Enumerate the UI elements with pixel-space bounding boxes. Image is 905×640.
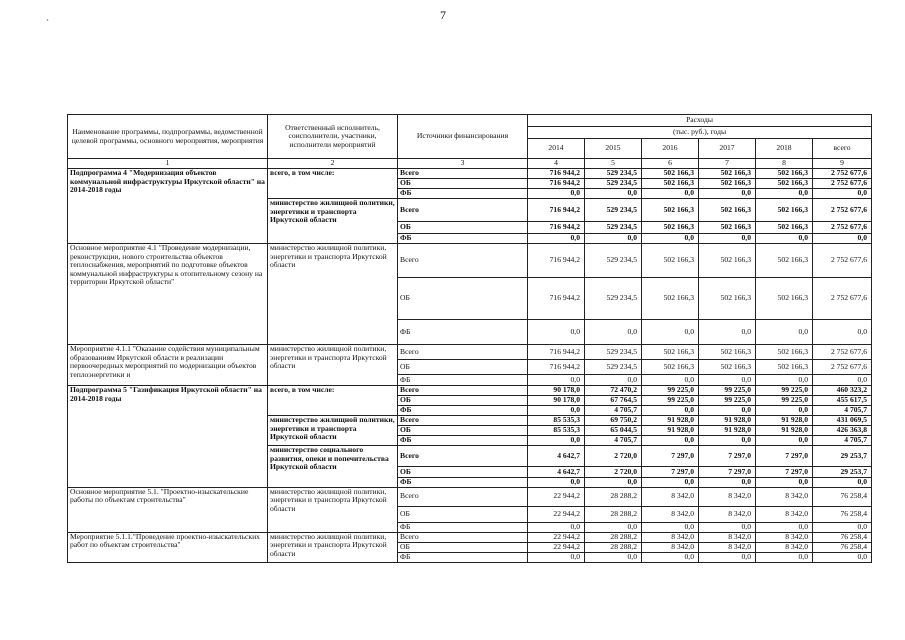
- amount-cell: 502 166,3: [756, 345, 813, 360]
- amount-cell: 2 752 677,6: [813, 278, 872, 320]
- header-source: Источники финансирования: [398, 115, 528, 159]
- funding-source: ОБ: [398, 222, 528, 234]
- funding-source: ФБ: [398, 234, 528, 244]
- amount-cell: 0,0: [585, 234, 642, 244]
- amount-cell: 502 166,3: [642, 199, 699, 222]
- amount-cell: 8 342,0: [756, 506, 813, 522]
- program-name: Подпрограмма 5 "Газификация Иркутской области" на 2014-2018 годы: [68, 386, 268, 488]
- amount-cell: 502 166,3: [699, 169, 756, 179]
- program-name: Подпрограмма 4 "Модернизация объектов коммунальной инфраструктуры Иркутской области" на 2014-2018 годы: [68, 169, 268, 244]
- responsible-executor: министерство жилищной политики, энергетики и транспорта Иркутской области: [268, 487, 398, 532]
- responsible-executor: министерство жилищной политики, энергетики и транспорта Иркутской области: [268, 345, 398, 386]
- amount-cell: 502 166,3: [756, 278, 813, 320]
- amount-cell: 8 342,0: [699, 532, 756, 542]
- amount-cell: 529 234,5: [585, 169, 642, 179]
- amount-cell: 0,0: [756, 436, 813, 446]
- amount-cell: 716 944,2: [528, 345, 585, 360]
- funding-source: ФБ: [398, 406, 528, 416]
- amount-cell: 502 166,3: [756, 360, 813, 375]
- amount-cell: 0,0: [756, 552, 813, 562]
- amount-cell: 76 258,4: [813, 487, 872, 506]
- funding-source: ФБ: [398, 320, 528, 345]
- funding-source: Всего: [398, 532, 528, 542]
- amount-cell: 76 258,4: [813, 542, 872, 552]
- table-row: [68, 345, 872, 360]
- amount-cell: 502 166,3: [699, 199, 756, 222]
- funding-source: ФБ: [398, 436, 528, 446]
- amount-cell: 85 535,3: [528, 426, 585, 436]
- amount-cell: 0,0: [528, 234, 585, 244]
- funding-source: ОБ: [398, 278, 528, 320]
- amount-cell: 0,0: [699, 234, 756, 244]
- amount-cell: 0,0: [813, 375, 872, 386]
- funding-source: Всего: [398, 244, 528, 278]
- funding-source: Всего: [398, 416, 528, 426]
- amount-cell: 90 178,0: [528, 396, 585, 406]
- amount-cell: 529 234,5: [585, 360, 642, 375]
- amount-cell: 28 288,2: [585, 506, 642, 522]
- amount-cell: 0,0: [642, 406, 699, 416]
- amount-cell: 0,0: [813, 189, 872, 199]
- amount-cell: 502 166,3: [699, 244, 756, 278]
- amount-cell: 0,0: [528, 406, 585, 416]
- program-name: Основное мероприятие 5.1. "Проектно-изыскательские работы по объектам строительства": [68, 487, 268, 532]
- amount-cell: 0,0: [699, 406, 756, 416]
- amount-cell: 0,0: [528, 478, 585, 488]
- amount-cell: 0,0: [813, 478, 872, 488]
- header-year: всего: [813, 139, 872, 159]
- funding-source: ОБ: [398, 396, 528, 406]
- responsible-executor: министерство жилищной политики, энергетики и транспорта Иркутской области: [268, 416, 398, 446]
- program-name: Основное мероприятие 4.1 "Проведение модернизации, реконструкции, нового строительства объектов теплоснабжения, мероприятий по подготовке объектов коммунальной инфраструктуры к отопительному сезону на территории Иркутской области": [68, 244, 268, 345]
- funding-source: ОБ: [398, 360, 528, 375]
- amount-cell: 90 178,0: [528, 386, 585, 396]
- amount-cell: 2 752 677,6: [813, 169, 872, 179]
- col-number: 9: [813, 159, 872, 169]
- amount-cell: 529 234,5: [585, 345, 642, 360]
- funding-source: Всего: [398, 199, 528, 222]
- amount-cell: 0,0: [756, 320, 813, 345]
- amount-cell: 0,0: [642, 478, 699, 488]
- amount-cell: 0,0: [642, 375, 699, 386]
- amount-cell: 8 342,0: [756, 542, 813, 552]
- table-header: [68, 115, 872, 169]
- funding-source: Всего: [398, 345, 528, 360]
- amount-cell: 502 166,3: [699, 278, 756, 320]
- amount-cell: 7 297,0: [756, 467, 813, 478]
- scan-mark: `: [46, 18, 49, 28]
- amount-cell: 502 166,3: [699, 222, 756, 234]
- amount-cell: 2 752 677,6: [813, 179, 872, 189]
- amount-cell: 2 752 677,6: [813, 222, 872, 234]
- amount-cell: 0,0: [642, 320, 699, 345]
- amount-cell: 8 342,0: [642, 532, 699, 542]
- amount-cell: 529 234,5: [585, 179, 642, 189]
- amount-cell: 2 752 677,6: [813, 345, 872, 360]
- table-row: [68, 244, 872, 278]
- amount-cell: 0,0: [528, 189, 585, 199]
- amount-cell: 99 225,0: [699, 386, 756, 396]
- table-row: [68, 487, 872, 506]
- amount-cell: 426 363,8: [813, 426, 872, 436]
- amount-cell: 91 928,0: [699, 426, 756, 436]
- table-row: [68, 386, 872, 396]
- amount-cell: 0,0: [699, 522, 756, 532]
- amount-cell: 99 225,0: [642, 386, 699, 396]
- responsible-executor: всего, в том числе:: [268, 169, 398, 199]
- header-year: 2015: [585, 139, 642, 159]
- amount-cell: 502 166,3: [756, 199, 813, 222]
- header-responsible: Ответственный исполнитель, соисполнители, участники, исполнители мероприятий: [268, 115, 398, 159]
- amount-cell: 7 297,0: [642, 467, 699, 478]
- program-name: Мероприятие 4.1.1 "Оказание содействия муниципальным образованиям Иркутской области в реализации первоочередных мероприятий по модернизации объектов теплоэнергетики и: [68, 345, 268, 386]
- amount-cell: 4 705,7: [585, 406, 642, 416]
- amount-cell: 0,0: [699, 189, 756, 199]
- amount-cell: 0,0: [699, 320, 756, 345]
- amount-cell: 91 928,0: [699, 416, 756, 426]
- amount-cell: 76 258,4: [813, 532, 872, 542]
- funding-source: Всего: [398, 487, 528, 506]
- amount-cell: 8 342,0: [642, 542, 699, 552]
- amount-cell: 0,0: [585, 552, 642, 562]
- amount-cell: 4 642,7: [528, 446, 585, 467]
- amount-cell: 8 342,0: [642, 506, 699, 522]
- funding-source: ОБ: [398, 506, 528, 522]
- amount-cell: 0,0: [585, 375, 642, 386]
- amount-cell: 91 928,0: [642, 426, 699, 436]
- amount-cell: 0,0: [528, 522, 585, 532]
- funding-source: ОБ: [398, 179, 528, 189]
- amount-cell: 716 944,2: [528, 179, 585, 189]
- amount-cell: 91 928,0: [756, 426, 813, 436]
- amount-cell: 0,0: [699, 436, 756, 446]
- expenses-table: [67, 114, 872, 563]
- table-body: [68, 169, 872, 563]
- header-year: 2017: [699, 139, 756, 159]
- amount-cell: 502 166,3: [699, 360, 756, 375]
- amount-cell: 2 752 677,6: [813, 360, 872, 375]
- amount-cell: 502 166,3: [756, 222, 813, 234]
- amount-cell: 7 297,0: [699, 467, 756, 478]
- amount-cell: 67 764,5: [585, 396, 642, 406]
- header-name: Наименование программы, подпрограммы, ведомственной целевой программы, основного мероприятия, мероприятия: [68, 115, 268, 159]
- amount-cell: 502 166,3: [642, 179, 699, 189]
- responsible-executor: министерство жилищной политики, энергетики и транспорта Иркутской области: [268, 532, 398, 562]
- amount-cell: 4 705,7: [585, 436, 642, 446]
- amount-cell: 29 253,7: [813, 446, 872, 467]
- amount-cell: 455 617,5: [813, 396, 872, 406]
- amount-cell: 529 234,5: [585, 222, 642, 234]
- amount-cell: 72 470,2: [585, 386, 642, 396]
- amount-cell: 0,0: [585, 522, 642, 532]
- amount-cell: 502 166,3: [699, 345, 756, 360]
- amount-cell: 529 234,5: [585, 244, 642, 278]
- funding-source: ФБ: [398, 375, 528, 386]
- amount-cell: 7 297,0: [699, 446, 756, 467]
- col-number: 4: [528, 159, 585, 169]
- col-number: 8: [756, 159, 813, 169]
- amount-cell: 431 069,5: [813, 416, 872, 426]
- funding-source: ОБ: [398, 542, 528, 552]
- amount-cell: 8 342,0: [756, 532, 813, 542]
- funding-source: ОБ: [398, 426, 528, 436]
- amount-cell: 4 705,7: [813, 406, 872, 416]
- amount-cell: 502 166,3: [756, 179, 813, 189]
- amount-cell: 22 944,2: [528, 487, 585, 506]
- amount-cell: 2 752 677,6: [813, 199, 872, 222]
- amount-cell: 0,0: [699, 478, 756, 488]
- amount-cell: 502 166,3: [642, 345, 699, 360]
- amount-cell: 2 720,0: [585, 467, 642, 478]
- amount-cell: 502 166,3: [642, 278, 699, 320]
- amount-cell: 8 342,0: [699, 487, 756, 506]
- responsible-executor: министерство социального развития, опеки и попечительства Иркутской области: [268, 446, 398, 488]
- header-year: 2016: [642, 139, 699, 159]
- page-number: 7: [440, 8, 446, 22]
- amount-cell: 0,0: [756, 522, 813, 532]
- amount-cell: 716 944,2: [528, 199, 585, 222]
- amount-cell: 502 166,3: [699, 179, 756, 189]
- amount-cell: 85 535,3: [528, 416, 585, 426]
- amount-cell: 716 944,2: [528, 222, 585, 234]
- amount-cell: 716 944,2: [528, 278, 585, 320]
- amount-cell: 0,0: [756, 189, 813, 199]
- responsible-executor: всего, в том числе:: [268, 386, 398, 416]
- responsible-executor: министерство жилищной политики, энергетики и транспорта Иркутской области: [268, 244, 398, 345]
- funding-source: ФБ: [398, 552, 528, 562]
- col-number: 3: [398, 159, 528, 169]
- amount-cell: 0,0: [699, 552, 756, 562]
- amount-cell: 22 944,2: [528, 532, 585, 542]
- amount-cell: 502 166,3: [756, 169, 813, 179]
- amount-cell: 0,0: [756, 375, 813, 386]
- amount-cell: 28 288,2: [585, 487, 642, 506]
- amount-cell: 91 928,0: [642, 416, 699, 426]
- amount-cell: 0,0: [756, 406, 813, 416]
- amount-cell: 716 944,2: [528, 169, 585, 179]
- amount-cell: 0,0: [699, 375, 756, 386]
- amount-cell: 529 234,5: [585, 199, 642, 222]
- amount-cell: 502 166,3: [756, 244, 813, 278]
- amount-cell: 0,0: [585, 320, 642, 345]
- table-row: [68, 169, 872, 179]
- col-number: 2: [268, 159, 398, 169]
- amount-cell: 0,0: [642, 436, 699, 446]
- amount-cell: 502 166,3: [642, 244, 699, 278]
- amount-cell: 716 944,2: [528, 360, 585, 375]
- amount-cell: 0,0: [528, 552, 585, 562]
- table-row: [68, 532, 872, 542]
- amount-cell: 0,0: [642, 234, 699, 244]
- amount-cell: 22 944,2: [528, 506, 585, 522]
- funding-source: ОБ: [398, 467, 528, 478]
- amount-cell: 65 044,5: [585, 426, 642, 436]
- amount-cell: 0,0: [756, 478, 813, 488]
- amount-cell: 29 253,7: [813, 467, 872, 478]
- amount-cell: 0,0: [813, 552, 872, 562]
- amount-cell: 8 342,0: [756, 487, 813, 506]
- amount-cell: 0,0: [813, 320, 872, 345]
- amount-cell: 529 234,5: [585, 278, 642, 320]
- col-number: 5: [585, 159, 642, 169]
- amount-cell: 0,0: [585, 189, 642, 199]
- col-number: 6: [642, 159, 699, 169]
- amount-cell: 0,0: [585, 478, 642, 488]
- amount-cell: 76 258,4: [813, 506, 872, 522]
- amount-cell: 716 944,2: [528, 244, 585, 278]
- funding-source: ФБ: [398, 478, 528, 488]
- amount-cell: 0,0: [642, 189, 699, 199]
- header-year: 2014: [528, 139, 585, 159]
- funding-source: ФБ: [398, 522, 528, 532]
- amount-cell: 7 297,0: [756, 446, 813, 467]
- amount-cell: 28 288,2: [585, 532, 642, 542]
- col-number: 1: [68, 159, 268, 169]
- header-year: 2018: [756, 139, 813, 159]
- amount-cell: 91 928,0: [756, 416, 813, 426]
- funding-source: ФБ: [398, 189, 528, 199]
- program-name: Мероприятие 5.1.1."Проведение проектно-изыскательских работ по объектам строительства": [68, 532, 268, 562]
- amount-cell: 8 342,0: [642, 487, 699, 506]
- amount-cell: 460 323,2: [813, 386, 872, 396]
- amount-cell: 0,0: [813, 522, 872, 532]
- amount-cell: 502 166,3: [642, 360, 699, 375]
- amount-cell: 4 705,7: [813, 436, 872, 446]
- amount-cell: 8 342,0: [699, 506, 756, 522]
- amount-cell: 22 944,2: [528, 542, 585, 552]
- funding-source: Всего: [398, 386, 528, 396]
- amount-cell: 502 166,3: [642, 169, 699, 179]
- amount-cell: 0,0: [642, 522, 699, 532]
- header-expenses: Расходы: [528, 115, 872, 127]
- amount-cell: 7 297,0: [642, 446, 699, 467]
- amount-cell: 0,0: [528, 320, 585, 345]
- amount-cell: 99 225,0: [756, 396, 813, 406]
- amount-cell: 2 720,0: [585, 446, 642, 467]
- funding-source: Всего: [398, 169, 528, 179]
- amount-cell: 4 642,7: [528, 467, 585, 478]
- amount-cell: 502 166,3: [642, 222, 699, 234]
- amount-cell: 2 752 677,6: [813, 244, 872, 278]
- funding-source: Всего: [398, 446, 528, 467]
- amount-cell: 69 750,2: [585, 416, 642, 426]
- amount-cell: 99 225,0: [699, 396, 756, 406]
- amount-cell: 0,0: [642, 552, 699, 562]
- amount-cell: 8 342,0: [699, 542, 756, 552]
- amount-cell: 0,0: [528, 375, 585, 386]
- amount-cell: 0,0: [813, 234, 872, 244]
- amount-cell: 0,0: [528, 436, 585, 446]
- responsible-executor: министерство жилищной политики, энергетики и транспорта Иркутской области: [268, 199, 398, 244]
- amount-cell: 99 225,0: [642, 396, 699, 406]
- amount-cell: 99 225,0: [756, 386, 813, 396]
- header-units: (тыс. руб.), годы: [528, 127, 872, 139]
- amount-cell: 0,0: [756, 234, 813, 244]
- col-number: 7: [699, 159, 756, 169]
- amount-cell: 28 288,2: [585, 542, 642, 552]
